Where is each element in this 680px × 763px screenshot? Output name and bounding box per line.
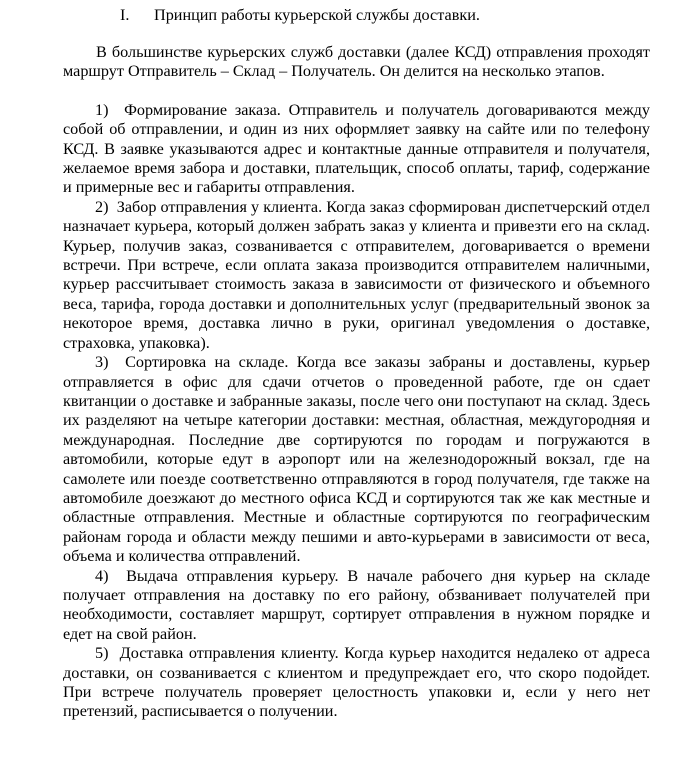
list-item-number: 2): [95, 197, 109, 216]
intro-paragraph: В большинстве курьерских служб доставки (далее КСД) отправления проходят маршрут Отправитель – Склад – Получатель. Он делится на несколько этапов.: [63, 43, 650, 81]
section-number: I.: [120, 6, 130, 24]
list-item-text: Формирование заказа. Отправитель и получатель договариваются между собой об отправлении, и один из них оформляет заявку на сайте или по телефону КСД. В заявке указываются адрес и контактные данные отправителя и получателя, желаемое время забора и доставки, плательщик, способ оплаты, тариф, содержание и примерные вес и габариты отправления.: [63, 100, 650, 197]
list-item-text: Доставка отправления клиенту. Когда курьер находится недалеко от адреса доставки, он созванивается с клиентом и предупреждает его, что скоро подойдет. При встрече получатель проверяет целостность упаковки и, если у него нет претензий, расписывается о получении.: [63, 644, 650, 721]
list-item-text: Сортировка на складе. Когда все заказы забраны и доставлены, курьер отправляется в офис для сдачи отчетов о проведенной работе, где он сдает квитанции о доставке и забранные заказы, после чего они поступают на склад. Здесь их разделяют на четыре категории доставки: местная, областная, междугородняя и международная. Последние две сортируются по городам и погружаются в автомобили, которые едут в аэропорт или на железнодорожный вокзал, где на самолете или поезде соответственно отправляются в город получателя, где также на автомобиле доезжают до местного офиса КСД и сортируются так же как местные и областные отправления. Местные и областные сортируются по географическим районам города и области между пешими и авто-курьерами в зависимости от веса, объема и количества отправлений.: [63, 353, 651, 566]
list-item-number: 1): [95, 100, 109, 119]
section-title: Принцип работы курьерской службы доставки.: [154, 6, 480, 24]
list-item-number: 5): [95, 644, 109, 663]
list-item: [63, 644, 650, 722]
list-item-number: 3): [95, 353, 109, 372]
list-item-text: Выдача отправления курьеру. В начале рабочего дня курьер на складе получает отправления на доставку по его району, обзванивает получателей при необходимости, составляет маршрут, сортирует отправления в нужном порядке и едет на свой район.: [63, 566, 651, 643]
list-item: [63, 353, 650, 566]
list-item: [63, 198, 650, 353]
list-item-number: 4): [95, 566, 109, 585]
list-item-text: Забор отправления у клиента. Когда заказ сформирован диспетчерский отдел назначает курьера, который должен забрать заказ у клиента и привезти его на склад. Курьер, получив заказ, созванивается с отправителем, договаривается о времени встречи. При встрече, если оплата заказа производится отправителем наличными, курьер рассчитывает стоимость заказа в зависимости от физического и объемного веса, тарифа, города доставки и дополнительных услуг (предварительный звонок за некоторое время, доставка лично в руки, оригинал уведомления о доставке, страховка, упаковка).: [63, 197, 651, 352]
section-heading: [63, 5, 650, 26]
list-item: [63, 101, 650, 198]
list-item: [63, 567, 650, 645]
